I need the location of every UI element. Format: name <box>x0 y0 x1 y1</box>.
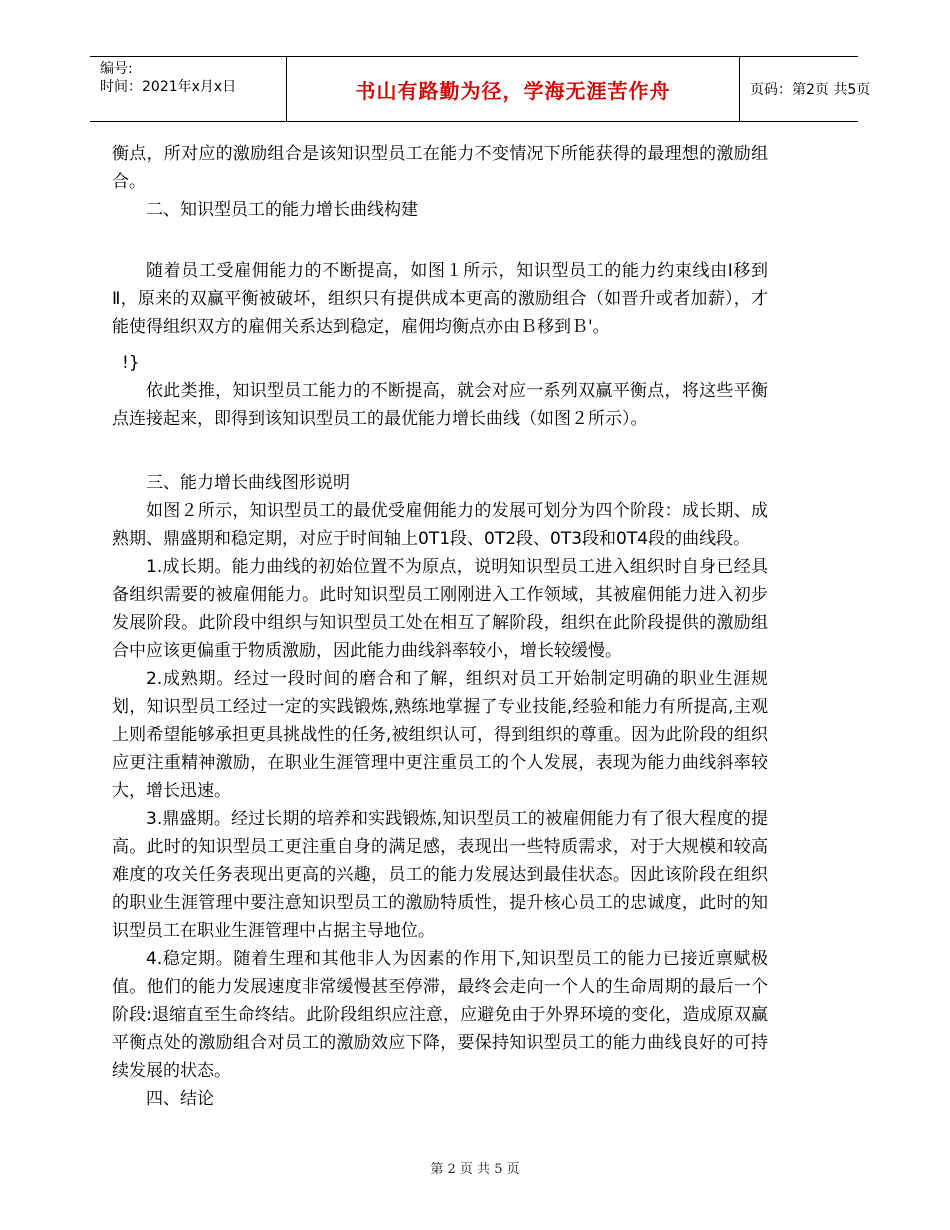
paragraph-constraint-shift: 随着员工受雇佣能力的不断提高，如图１所示，知识型员工的能力约束线由Ⅰ移到Ⅱ，原来的双赢平衡被破坏，组织只有提供成本更高的激励组合（如晋升或者加薪），才能使得组织双方的雇佣关系达到稳定，雇佣均衡点亦由Ｂ移到Ｂ'。 <box>112 261 768 337</box>
header-motto: 书山有路勤为径，学海无涯苦作舟 <box>355 78 671 103</box>
header-info-cell <box>90 57 285 121</box>
document-body <box>112 140 768 1113</box>
page-footer: 第 2 页 共 5 页 <box>430 1162 520 1177</box>
section-heading-3: 三、能力增长曲线图形说明 <box>146 473 350 493</box>
paragraph-curve-derivation: 依此类推，知识型员工能力的不断提高，就会对应一系列双赢平衡点，将这些平衡点连接起来，即得到该知识型员工的最优能力增长曲线（如图２所示）。 <box>112 381 768 429</box>
section-heading-4: 四、结论 <box>146 1089 214 1109</box>
header-motto-cell <box>286 57 740 121</box>
paragraph-continuation: 衡点，所对应的激励组合是该知识型员工在能力不变情况下所能获得的最理想的激励组合。 <box>112 144 768 192</box>
paragraph-growth-stage: 1.成长期。能力曲线的初始位置不为原点，说明知识型员工进入组织时自身已经具备组织需要的被雇佣能力。此时知识型员工刚刚进入工作领域，其被雇佣能力进入初步发展阶段。此阶段中组织与知识型员工处在相互了解阶段，组织在此阶段提供的激励组合中应该更偏重于物质激励，因此能力曲线斜率较小，增长较缓慢。 <box>112 557 768 661</box>
section-heading-2: 二、知识型员工的能力增长曲线构建 <box>146 200 418 220</box>
paragraph-stable-stage: 4.稳定期。随着生理和其他非人为因素的作用下,知识型员工的能力已接近禀赋极值。他们的能力发展速度非常缓慢甚至停滞，最终会走向一个人的生命周期的最后一个阶段:退缩直至生命终结。此阶段组织应注意，应避免由于外界环境的变化，造成原双赢平衡点处的激励组合对员工的激励效应下降，要保持知识型员工的能力曲线良好的可持续发展的状态。 <box>112 949 768 1081</box>
doc-time-label: 时间：2021年x月x日 <box>100 79 237 95</box>
paragraph-mature-stage: 2.成熟期。经过一段时间的磨合和了解，组织对员工开始制定明确的职业生涯规划，知识型员工经过一定的实践锻炼,熟练地掌握了专业技能,经验和能力有所提高,主观上则希望能够承担更具挑战性的任务,被组织认可，得到组织的尊重。因为此阶段的组织应更注重精神激励，在职业生涯管理中更注重员工的个人发展，表现为能力曲线斜率较大，增长迅速。 <box>112 669 768 801</box>
paragraph-four-stages: 如图２所示，知识型员工的最优受雇佣能力的发展可划分为四个阶段：成长期、成熟期、鼎盛期和稳定期，对应于时间轴上0T1段、0T2段、0T3段和0T4段的曲线段。 <box>112 501 768 549</box>
header-page-cell <box>740 57 871 121</box>
doc-code-label: 编号: <box>100 61 133 77</box>
paragraph-peak-stage: 3.鼎盛期。经过长期的培养和实践锻炼,知识型员工的被雇佣能力有了很大程度的提高。此时的知识型员工更注重自身的满足感，表现出一些特质需求，对于大规模和较高难度的攻关任务表现出更高的兴趣，员工的能力发展达到最佳状态。因此该阶段在组织的职业生涯管理中要注意知识型员工的激励特质性，提升核心员工的忠诚度，此时的知识型员工在职业生涯管理中占据主导地位。 <box>112 809 768 941</box>
page-header <box>90 56 871 122</box>
stray-symbols: !} <box>122 353 140 373</box>
header-page-number: 页码：第2页 共5页 <box>750 82 871 98</box>
